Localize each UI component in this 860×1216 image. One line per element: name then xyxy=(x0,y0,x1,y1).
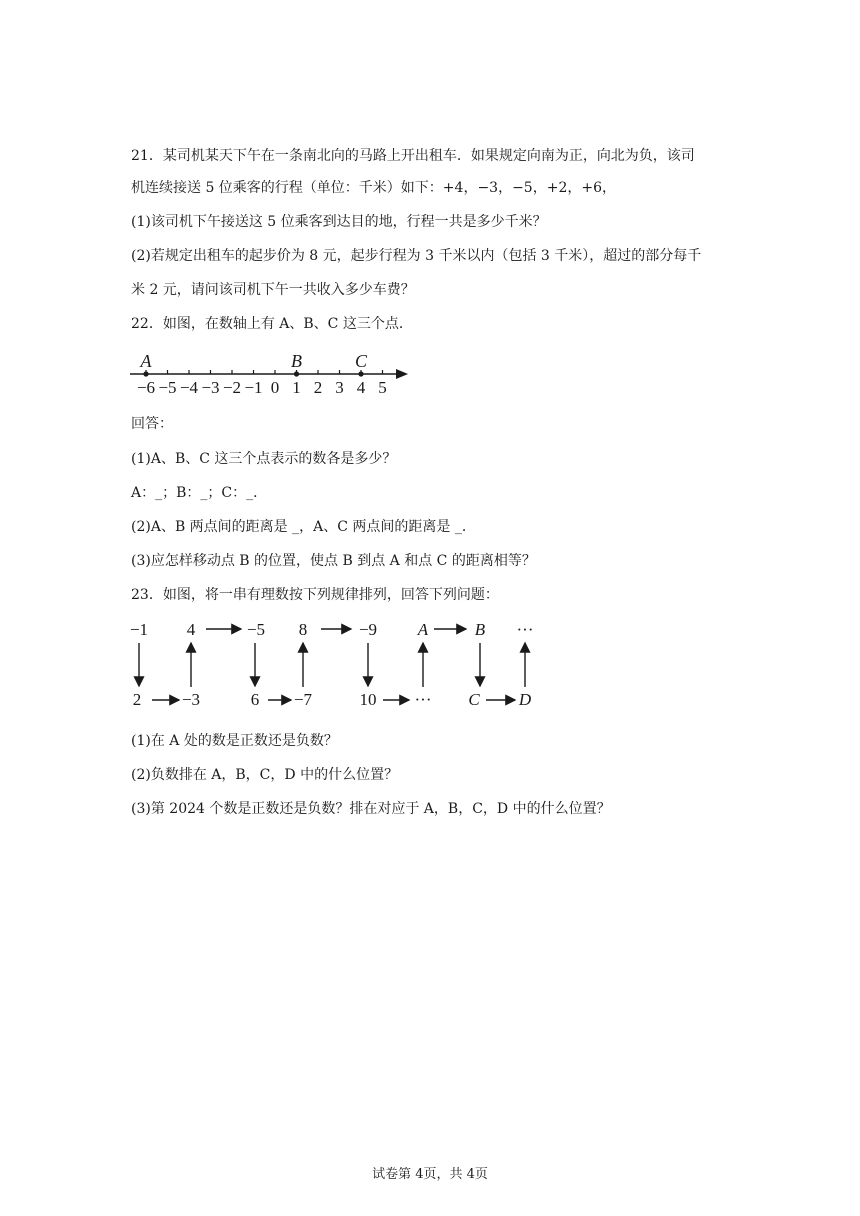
number-line-figure xyxy=(128,348,418,400)
q21-part-2-line-2: 米 2 元，请问该司机下午一共收入多少车费？ xyxy=(131,282,415,298)
pattern-bottom-label: ··· xyxy=(414,690,432,709)
pattern-bottom-label: 2 xyxy=(132,690,142,709)
number-line-tick-label: 0 xyxy=(270,378,280,397)
pattern-top-label: −1 xyxy=(129,620,149,639)
pattern-bottom-label: −7 xyxy=(293,690,313,709)
number-line-tick-label: −6 xyxy=(136,378,156,397)
number-line-tick-label: −3 xyxy=(201,378,220,397)
number-line-tick-label: 2 xyxy=(313,378,323,397)
pattern-top-label: −9 xyxy=(358,620,378,639)
number-line-tick-label: −5 xyxy=(158,378,177,397)
pattern-bottom-label: 10 xyxy=(359,690,377,709)
number-line-point xyxy=(143,371,148,376)
number-line-tick-label: −1 xyxy=(244,378,263,397)
q22-stem: 22．如图，在数轴上有 A、B、C 这三个点． xyxy=(131,316,413,332)
q21-part-2-line-1: (2)若规定出租车的起步价为 8 元，起步行程为 3 千米以内（包括 3 千米），超过的部分每千 xyxy=(131,248,702,264)
pattern-bottom-label: 6 xyxy=(250,690,260,709)
number-line-tick-label: 4 xyxy=(356,378,366,397)
pattern-top-label: B xyxy=(474,620,486,639)
pattern-bottom-label: D xyxy=(518,690,532,709)
pattern-bottom-label: −3 xyxy=(181,690,201,709)
number-line-arrow-icon xyxy=(396,369,408,379)
number-line-tick-label: 1 xyxy=(292,378,301,397)
q21-line-2: 机连续接送 5 位乘客的行程（单位：千米）如下：+4，−3，−5，+2，+6， xyxy=(131,180,616,196)
q21-line-1: 21．某司机某天下午在一条南北向的马路上开出租车．如果规定向南为正，向北为负，该司 xyxy=(131,148,695,164)
q22-part-2: (2)A、B 两点间的距离是 _，A、C 两点间的距离是 _． xyxy=(131,519,476,535)
q22-part-1-blanks: A：_；B：_；C：_． xyxy=(131,485,268,501)
q23-stem: 23．如图，将一串有理数按下列规律排列，回答下列问题： xyxy=(131,587,499,603)
number-line-tick-label: 3 xyxy=(335,378,344,397)
q22-part-1: (1)A、B、C 这三个点表示的数各是多少？ xyxy=(131,451,397,467)
pattern-top-label: ··· xyxy=(516,620,534,639)
pattern-top-label: 4 xyxy=(186,620,196,639)
number-line-point-label: A xyxy=(140,351,152,371)
number-line-point-label: B xyxy=(291,351,302,371)
pattern-top-label: −5 xyxy=(246,620,266,639)
number-line-tick-label: −2 xyxy=(222,378,242,397)
number-line-point-label: C xyxy=(354,351,368,371)
q23-part-3: (3)第 2024 个数是正数还是负数？排在对应于 A，B，C，D 中的什么位置？ xyxy=(131,801,611,817)
q22-part-3: (3)应怎样移动点 B 的位置，使点 B 到点 A 和点 C 的距离相等？ xyxy=(131,553,536,569)
number-line-tick-label: −4 xyxy=(179,378,199,397)
number-pattern-figure xyxy=(125,618,545,714)
pattern-top-label: A xyxy=(417,620,429,639)
q22-answer-label: 回答： xyxy=(131,416,173,432)
number-line-point xyxy=(294,371,299,376)
pattern-bottom-label: C xyxy=(468,690,480,709)
pattern-top-label: 8 xyxy=(298,620,308,639)
number-line-point xyxy=(358,371,363,376)
page-footer: 试卷第 4页，共 4页 xyxy=(372,1167,488,1182)
q21-part-1: (1)该司机下午接送这 5 位乘客到达目的地，行程一共是多少千米？ xyxy=(131,214,547,230)
q23-part-1: (1)在 A 处的数是正数还是负数？ xyxy=(131,733,338,749)
q23-part-2: (2)负数排在 A，B，C，D 中的什么位置？ xyxy=(131,767,399,783)
number-line-tick-label: 5 xyxy=(378,378,387,397)
